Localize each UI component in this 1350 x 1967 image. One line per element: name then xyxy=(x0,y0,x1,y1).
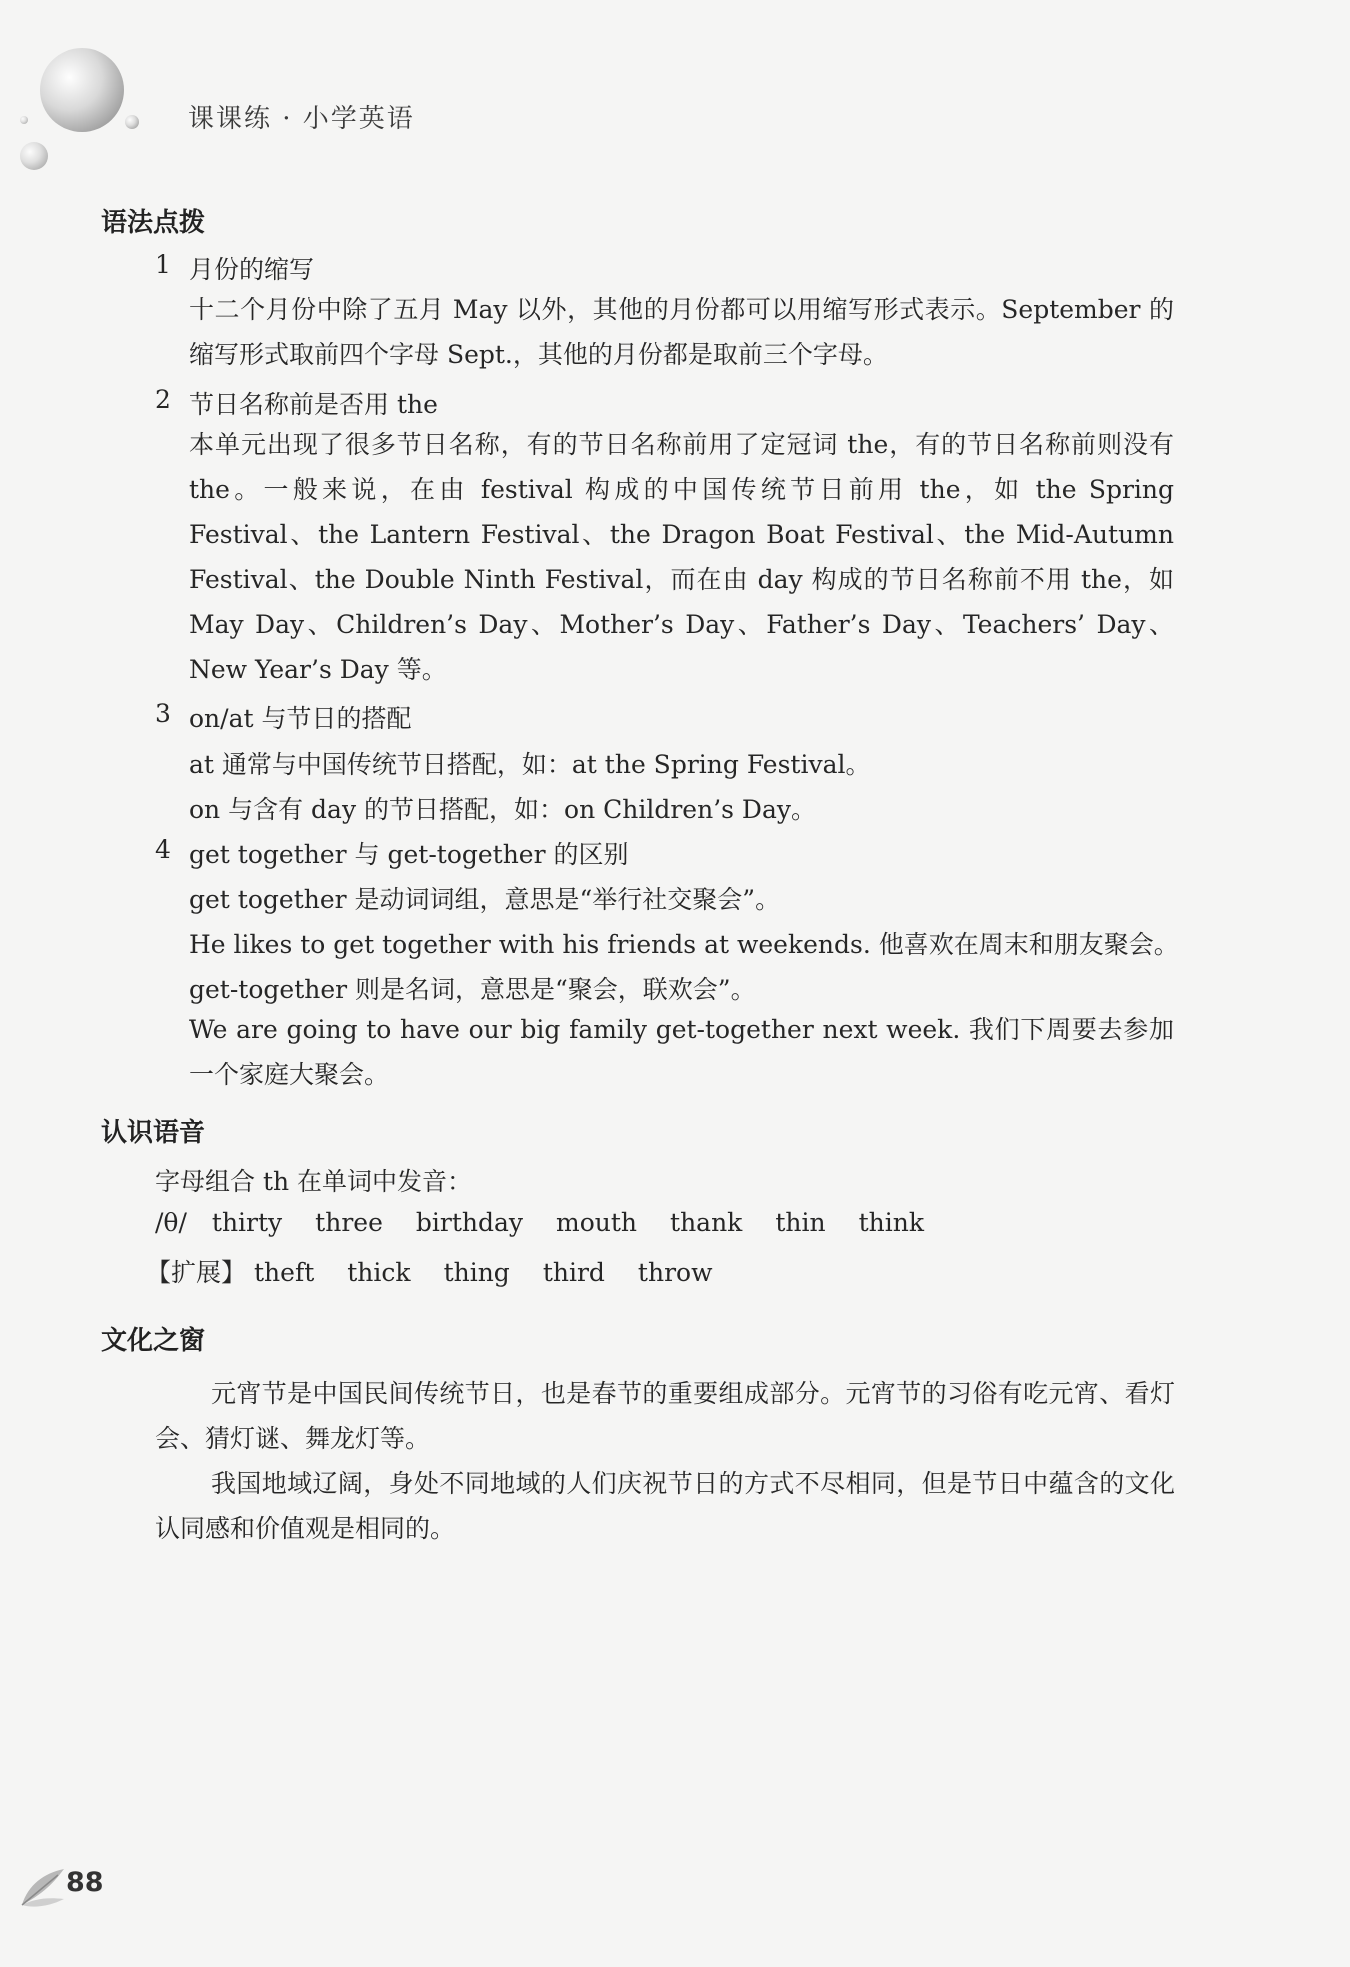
bubble-decoration-icon xyxy=(20,48,150,178)
phonics-word: thick xyxy=(347,1258,411,1287)
culture-paragraph: 元宵节是中国民间传统节日，也是春节的重要组成部分。元宵节的习俗有吃元宵、看灯会、猜灯谜、舞龙灯等。 xyxy=(155,1379,1175,1453)
item-line: get together 是动词词组，意思是“举行社交聚会”。 xyxy=(189,885,781,914)
item-title: 月份的缩写 xyxy=(189,255,315,284)
example-sentence: He likes to get together with his friends at weekends. 他喜欢在周末和朋友聚会。 xyxy=(189,930,1179,959)
page-number: 88 xyxy=(66,1867,104,1898)
phonics-word: thirty xyxy=(211,1208,283,1237)
phonics-word-row xyxy=(155,1208,957,1237)
item-line: get-together 则是名词，意思是“聚会，联欢会”。 xyxy=(189,975,756,1004)
phonics-word: throw xyxy=(637,1258,713,1287)
item-line: at 通常与中国传统节日搭配，如：at the Spring Festival。 xyxy=(189,750,871,779)
phonics-word: thing xyxy=(443,1258,510,1287)
phonics-intro: 字母组合 th 在单词中发音： xyxy=(155,1167,473,1196)
phonics-word: birthday xyxy=(415,1208,524,1237)
phonics-word: thin xyxy=(775,1208,826,1237)
item-number: 2 xyxy=(155,385,171,414)
section-title-phonics: 认识语音 xyxy=(101,1118,206,1148)
culture-paragraph: 我国地域辽阔，身处不同地域的人们庆祝节日的方式不尽相同，但是节日中蕴含的文化认同感和价值观是相同的。 xyxy=(155,1469,1175,1543)
section-title-culture: 文化之窗 xyxy=(101,1326,206,1356)
item-title: 节日名称前是否用 the xyxy=(189,390,438,419)
book-title: 课课练 · 小学英语 xyxy=(188,104,415,134)
phonics-word: mouth xyxy=(556,1208,638,1237)
item-body: 本单元出现了很多节日名称，有的节日名称前用了定冠词 the，有的节日名称前则没有 the。一般来说，在由 festival 构成的中国传统节日前用 the，如 the Spring Festival、the Lantern Festival、the Dragon Boat Festival、the Mid-Autumn Festival、the Double Ninth Festival，而在由 day 构成的节日名称前不用 the，如 May Day、Children’s Day、Mother’s Day、Father’s Day、Teachers’ Day、New Year’s Day 等。 xyxy=(189,430,1174,684)
item-title: on/at 与节日的搭配 xyxy=(189,704,412,733)
phonics-extend-row xyxy=(146,1253,745,1289)
phonics-word: third xyxy=(542,1258,605,1287)
phonics-word: three xyxy=(315,1208,383,1237)
item-number: 1 xyxy=(155,250,171,279)
phonics-word: thank xyxy=(670,1208,743,1237)
item-title: get together 与 get-together 的区别 xyxy=(189,840,629,869)
phonics-word: think xyxy=(858,1208,924,1237)
leaf-decoration-icon xyxy=(18,1865,68,1911)
item-body: 十二个月份中除了五月 May 以外，其他的月份都可以用缩写形式表示。September 的缩写形式取前四个字母 Sept.，其他的月份都是取前三个字母。 xyxy=(189,295,1174,369)
phonics-word: theft xyxy=(254,1258,315,1287)
extend-label: 【扩展】 xyxy=(146,1258,247,1287)
section-title-grammar: 语法点拨 xyxy=(101,208,206,238)
example-sentence: We are going to have our big family get-together next week. 我们下周要去参加一个家庭大聚会。 xyxy=(189,1015,1174,1089)
item-number: 4 xyxy=(155,835,171,864)
item-line: on 与含有 day 的节日搭配，如：on Children’s Day。 xyxy=(189,795,816,824)
item-number: 3 xyxy=(155,699,171,728)
phonetic-symbol: /θ/ xyxy=(155,1208,187,1237)
